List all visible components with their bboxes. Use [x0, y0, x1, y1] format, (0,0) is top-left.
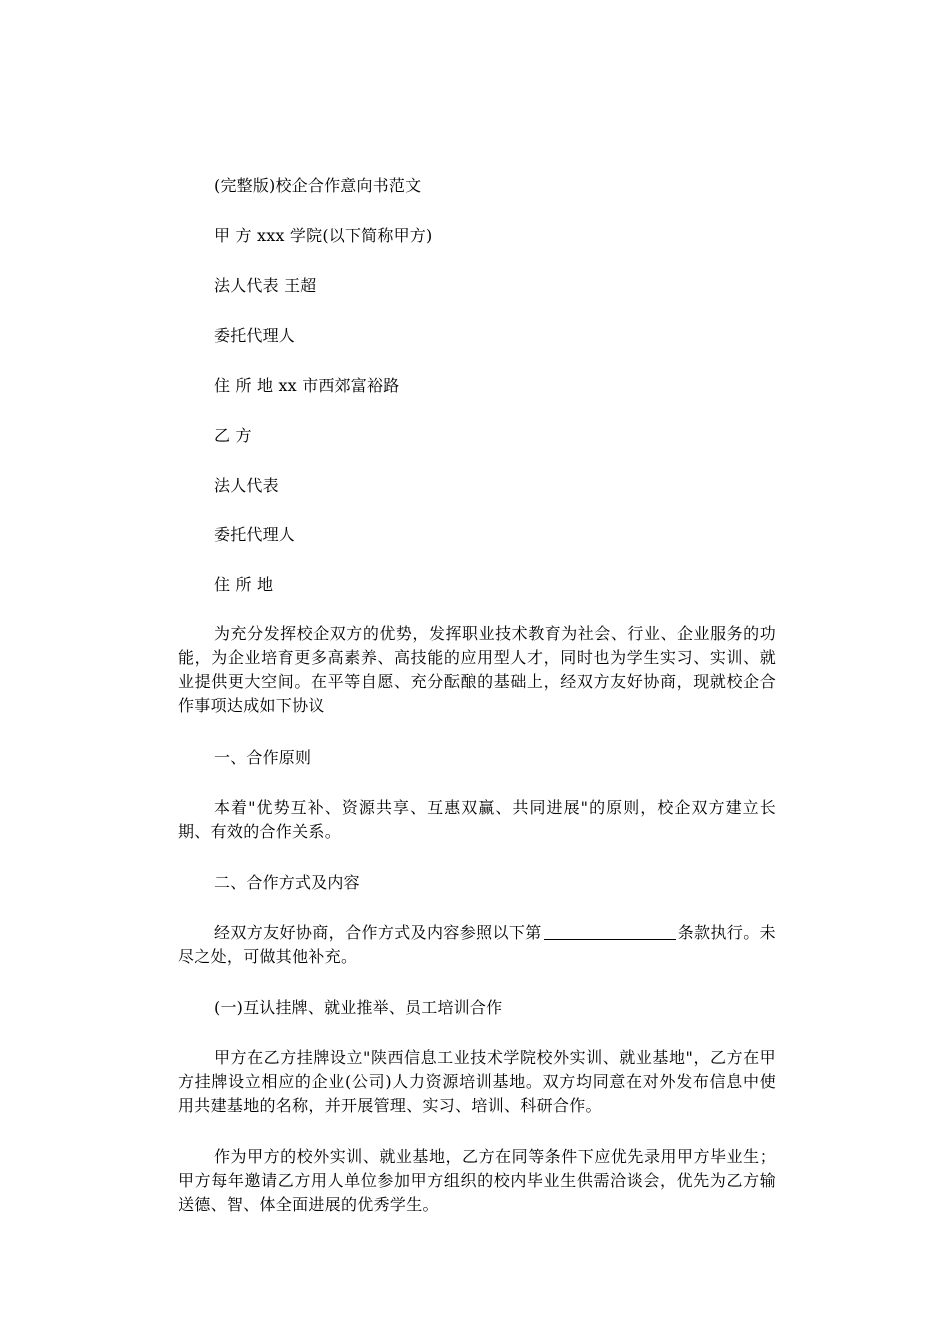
- document-title: (完整版)校企合作意向书范文: [214, 176, 422, 195]
- party-a-address: 住 所 地 xx 市西郊富裕路: [214, 376, 400, 395]
- party-a: 甲 方 xxx 学院(以下简称甲方): [214, 226, 433, 245]
- party-b: 乙 方: [214, 426, 252, 445]
- fill-in-blank: [544, 923, 676, 940]
- section-1-paragraph: 本着"优势互补、资源共享、互惠双赢、共同进展"的原则，校企双方建立长期、有效的合作关系。: [178, 798, 776, 841]
- section-2-heading: 二、合作方式及内容: [214, 873, 360, 892]
- subsection-1-paragraph-2: 作为甲方的校外实训、就业基地，乙方在同等条件下应优先录用甲方毕业生；甲方每年邀请乙方用人单位参加甲方组织的校内毕业生供需洽谈会，优先为乙方输送德、智、体全面进展的优秀学生。: [178, 1147, 776, 1214]
- subsection-1-heading: (一)互认挂牌、就业推举、员工培训合作: [214, 998, 503, 1017]
- section-2-paragraph: [178, 921, 776, 969]
- section-1-heading: 一、合作原则: [214, 748, 312, 767]
- intro-paragraph: 为充分发挥校企双方的优势，发挥职业技术教育为社会、行业、企业服务的功能，为企业培育更多高素养、高技能的应用型人才，同时也为学生实习、实训、就业提供更大空间。在平等自愿、充分酝酿的基础上，经双方友好协商，现就校企合作事项达成如下协议: [178, 624, 776, 715]
- party-b-address: 住 所 地: [214, 575, 274, 594]
- party-a-legal-rep: 法人代表 王超: [214, 276, 317, 295]
- subsection-1-paragraph-1: 甲方在乙方挂牌设立"陕西信息工业技术学院校外实训、就业基地"，乙方在甲方挂牌设立相应的企业(公司)人力资源培训基地。双方均同意在对外发布信息中使用共建基地的名称，并开展管理、实习、培训、科研合作。: [178, 1048, 776, 1115]
- party-b-legal-rep: 法人代表: [214, 476, 279, 495]
- party-b-agent: 委托代理人: [214, 525, 296, 544]
- section-2-text-before: 经双方友好协商，合作方式及内容参照以下第: [214, 923, 542, 942]
- party-a-agent: 委托代理人: [214, 326, 296, 345]
- section-2-text-after: 条款执行。未尽之处，可做其他补充。: [178, 923, 776, 966]
